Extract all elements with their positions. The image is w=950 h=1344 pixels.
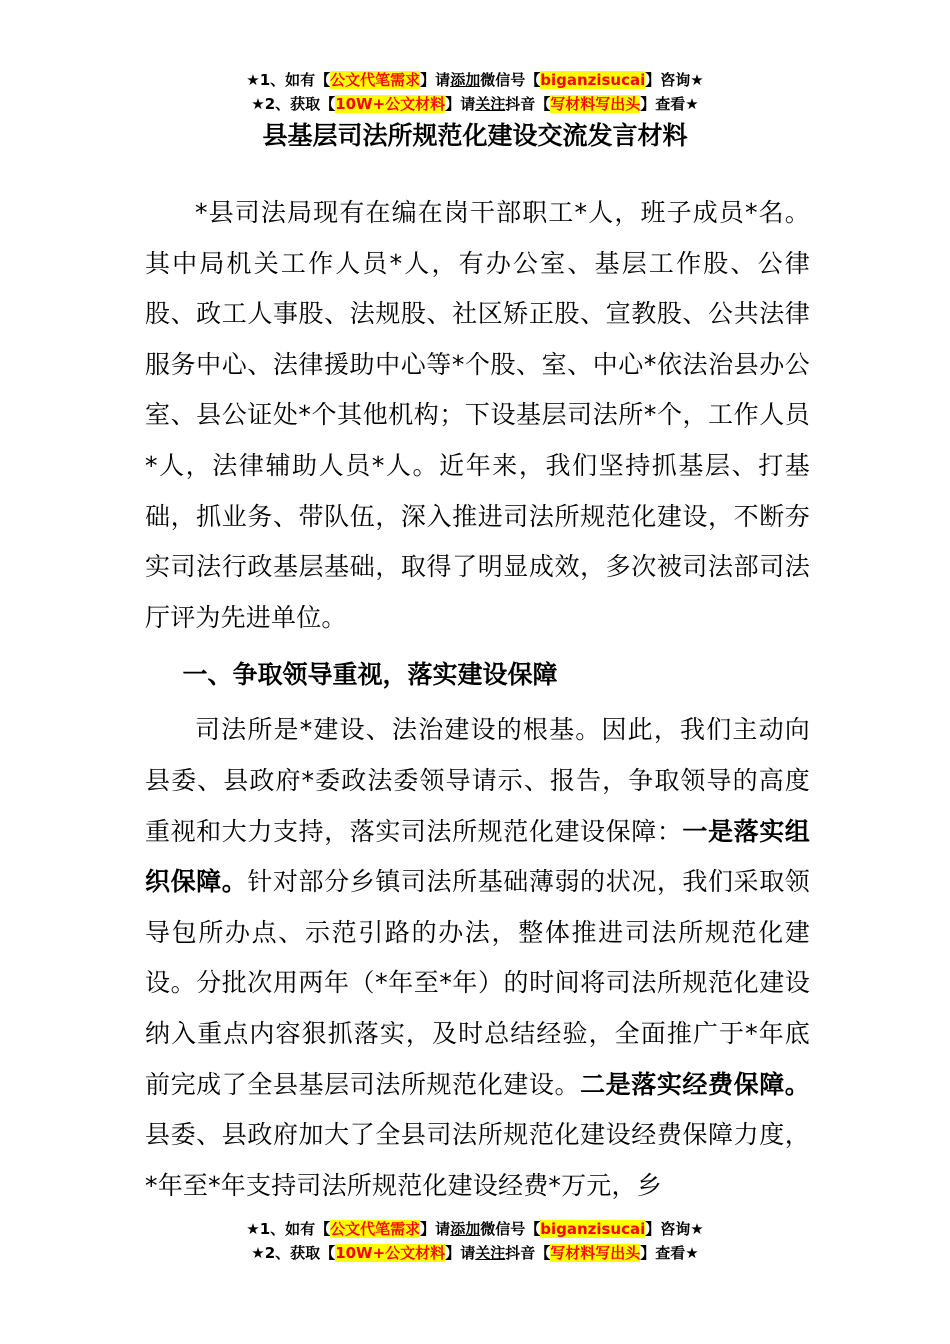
banner-text: 微信号【 <box>480 71 541 89</box>
paragraph-intro: *县司法局现有在编在岗干部职工*人，班子成员*名。其中局机关工作人员*人，有办公室、基层工作股、公律股、政工人事股、法规股、社区矫正股、宣教股、公共法律服务中心、法律援助中心等*个股、室、中心*依法治县办公室、县公证处*个其他机构；下设基层司法所*个，工作人员*人，法律辅助人员*人。近年来，我们坚持抓基层、打基础，抓业务、带队伍，深入推进司法所规范化建设，不断夯实司法行政基层基础，取得了明显成效，多次被司法部司法厅评为先进单位。 <box>145 198 810 632</box>
banner-text: ★1、如有【 <box>246 1220 331 1238</box>
banner-text: 】请 <box>445 95 476 113</box>
banner-highlight: 公文代笔需求 <box>330 71 421 89</box>
bold-lead: 一是落实组织保障。 <box>145 816 810 897</box>
banner-text: 】咨询★ <box>645 71 704 89</box>
banner-text: 】咨询★ <box>645 1220 704 1238</box>
banner-text: 】请 <box>420 1220 451 1238</box>
banner-highlight: 10W+公文材料 <box>335 1244 446 1262</box>
banner-highlight: biganzisucai <box>540 1220 646 1238</box>
banner-text: 】查看★ <box>640 95 699 113</box>
banner-text: ★2、获取【 <box>251 1244 336 1262</box>
document-body <box>145 188 810 1211</box>
banner-highlight: 公文代笔需求 <box>330 1220 421 1238</box>
banner-highlight: biganzisucai <box>540 71 646 89</box>
document-title: 县基层司法所规范化建设交流发言材料 <box>262 121 688 150</box>
banner-line-2 <box>0 1241 950 1265</box>
banner-text: 抖音【 <box>505 95 551 113</box>
banner-text: ★2、获取【 <box>251 95 336 113</box>
header-banner <box>0 68 950 116</box>
banner-highlight: 写材料写出头 <box>550 95 641 113</box>
banner-line-1 <box>0 68 950 92</box>
banner-highlight: 10W+公文材料 <box>335 95 446 113</box>
paragraph-text: 司法所是*建设、法治建设的根基。因此，我们主动向县委、县政府*委政法委领导请示、报告，争取领导的高度重视和大力支持，落实司法所规范化建设保障： <box>145 715 810 846</box>
paragraph-section-1 <box>145 705 810 1211</box>
bold-lead: 二是落实经费保障。 <box>580 1069 810 1099</box>
banner-underline: 关注 <box>475 1244 506 1262</box>
banner-underline: 添加 <box>450 1220 481 1238</box>
banner-line-2 <box>0 92 950 116</box>
footer-banner <box>0 1217 950 1265</box>
section-heading-1: 一、争取领导重视，落实建设保障 <box>182 660 558 690</box>
banner-highlight: 写材料写出头 <box>550 1244 641 1262</box>
banner-underline: 添加 <box>450 71 481 89</box>
banner-text: 抖音【 <box>505 1244 551 1262</box>
banner-text: 】查看★ <box>640 1244 699 1262</box>
paragraph-text: 针对部分乡镇司法所基础薄弱的状况，我们采取领导包所办点、示范引路的办法，整体推进司法所规范化建设。分批次用两年（*年至*年）的时间将司法所规范化建设纳入重点内容狠抓落实，及时总结经验，全面推广于*年底前完成了全县基层司法所规范化建设。 <box>145 867 810 1099</box>
banner-text: 微信号【 <box>480 1220 541 1238</box>
paragraph-text: 县委、县政府加大了全县司法所规范化建设经费保障力度，*年至*年支持司法所规范化建设经费*万元，乡 <box>145 1120 810 1200</box>
banner-text: 】请 <box>420 71 451 89</box>
banner-text: 】请 <box>445 1244 476 1262</box>
banner-text: ★1、如有【 <box>246 71 331 89</box>
banner-underline: 关注 <box>475 95 506 113</box>
banner-line-1 <box>0 1217 950 1241</box>
